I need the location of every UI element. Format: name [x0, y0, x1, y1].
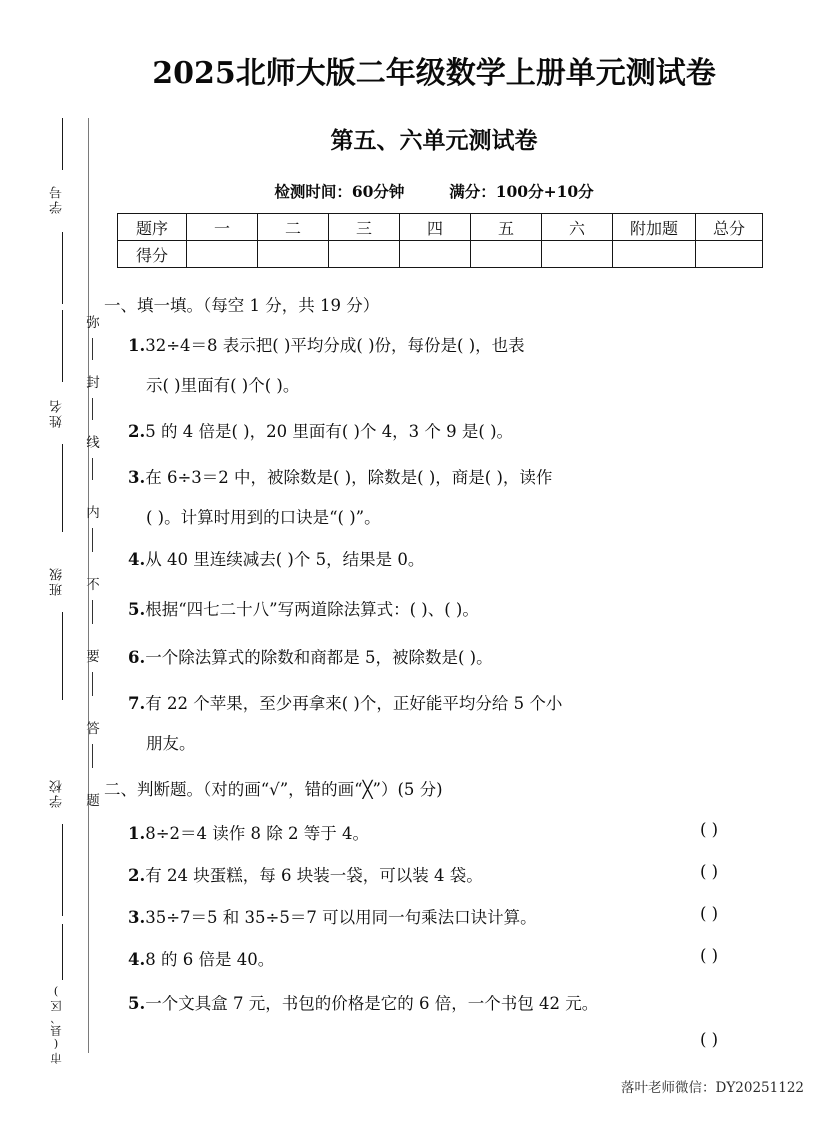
question-6-text-1: 一个除法算式的除数和商都是 5，被除数是( )。	[145, 648, 493, 667]
question-7-text-1: 有 22 个苹果，至少再拿来( )个，正好能平均分给 5 个小	[145, 694, 563, 713]
question-3-line-2: ( )。计算时用到的口诀是“( )”。	[146, 508, 381, 527]
question-1-line-2: 示( )里面有( )个( )。	[146, 376, 300, 395]
seal-notice-dash-3	[92, 458, 93, 480]
score-table	[117, 213, 763, 268]
seal-notice-dash-2	[92, 398, 93, 420]
seal-margin	[0, 0, 104, 1122]
section-heading-2: 二、判断题。（对的画“√”，错的画“╳”）(5 分)	[104, 780, 443, 799]
question-5-number: 5.	[128, 600, 146, 619]
question-5-line-1	[128, 596, 479, 620]
score-table-col-2: 二	[258, 214, 329, 241]
seal-rule-4	[62, 444, 63, 532]
question-7-line-2: 朋友。	[146, 734, 196, 753]
score-table-col-5: 五	[471, 214, 542, 241]
question-1-text-1: 32÷4＝8 表示把( )平均分成( )份，每份是( )，也表	[145, 336, 525, 355]
score-cell-1[interactable]	[187, 241, 258, 268]
score-cell-4[interactable]	[400, 241, 471, 268]
question-4-text-1: 从 40 里连续减去( )个 5，结果是 0。	[145, 550, 425, 569]
score-cell-5[interactable]	[471, 241, 542, 268]
seal-notice-char-3: 线	[86, 435, 100, 451]
seal-notice-dash-4	[92, 528, 93, 552]
seal-rule-5	[62, 612, 63, 700]
question-1-number: 1.	[128, 336, 146, 355]
seal-field-label-shixianqu: 市(县、区)	[49, 984, 63, 1064]
question-1-line-1	[128, 332, 525, 356]
judge-question-3-number: 3.	[128, 908, 146, 927]
judge-question-1-number: 1.	[128, 824, 146, 843]
question-2-text-1: 5 的 4 倍是( )，20 里面有( )个 4，3 个 9 是( )。	[145, 422, 514, 441]
paper-body	[104, 0, 822, 1122]
question-6-line-1	[128, 644, 493, 668]
score-table-col-extra: 附加题	[613, 214, 696, 241]
judge-question-3-text: 35÷7＝5 和 35÷5＝7 可以用同一句乘法口诀计算。	[145, 908, 537, 927]
seal-rule-2	[62, 232, 63, 304]
seal-field-column	[46, 0, 80, 1122]
judge-question-4-number: 4.	[128, 950, 146, 969]
question-5-text-1: 根据“四七二十八”写两道除法算式：( )、( )。	[145, 600, 479, 619]
score-table-col-4: 四	[400, 214, 471, 241]
seal-notice-dash-1	[92, 338, 93, 360]
score-cell-extra[interactable]	[613, 241, 696, 268]
question-6-number: 6.	[128, 648, 146, 667]
score-table-col-3: 三	[329, 214, 400, 241]
seal-notice-char-1: 弥	[86, 315, 100, 331]
seal-notice-dash-7	[92, 744, 93, 768]
seal-notice-char-4: 内	[86, 505, 100, 521]
judge-answer-box-1[interactable]: ( )	[700, 820, 719, 839]
question-3-number: 3.	[128, 468, 146, 487]
question-7-line-1	[128, 690, 562, 714]
seal-notice-char-5: 不	[86, 577, 100, 593]
judge-answer-box-4[interactable]: ( )	[700, 946, 719, 965]
judge-question-3	[128, 904, 537, 928]
question-3-text-1: 在 6÷3＝2 中，被除数是( )，除数是( )，商是( )，读作	[145, 468, 553, 487]
seal-rule-3	[62, 310, 63, 382]
judge-question-1	[128, 820, 369, 844]
judge-question-5	[128, 990, 598, 1014]
judge-question-4-text: 8 的 6 倍是 40。	[145, 950, 275, 969]
seal-field-label-xuexiao: 学校	[50, 778, 65, 808]
seal-rule-6	[62, 824, 63, 916]
question-2-number: 2.	[128, 422, 146, 441]
judge-question-2-text: 有 24 块蛋糕，每 6 块装一袋，可以装 4 袋。	[145, 866, 483, 885]
seal-field-label-xuehao: 学号	[50, 184, 65, 214]
seal-rule-7	[62, 924, 63, 980]
seal-notice-char-7: 答	[86, 721, 100, 737]
score-table-col-1: 一	[187, 214, 258, 241]
score-table-row-label-1: 得分	[118, 241, 187, 268]
exam-duration: 检测时间：60分钟	[274, 182, 405, 201]
question-4-line-1	[128, 546, 424, 570]
seal-field-label-xingming: 姓名	[50, 398, 65, 428]
seal-notice-dash-6	[92, 672, 93, 696]
judge-question-1-text: 8÷2＝4 读作 8 除 2 等于 4。	[145, 824, 370, 843]
judge-question-5-number: 5.	[128, 994, 146, 1013]
section-heading-1: 一、填一填。（每空 1 分，共 19 分）	[104, 296, 380, 315]
question-2-line-1	[128, 418, 513, 442]
judge-answer-box-3[interactable]: ( )	[700, 904, 719, 923]
exam-meta	[104, 180, 764, 202]
seal-field-label-banji: 班级	[50, 566, 65, 596]
judge-question-4	[128, 946, 274, 970]
page-title: 2025北师大版二年级数学上册单元测试卷	[152, 56, 716, 91]
judge-answer-box-2[interactable]: ( )	[700, 862, 719, 881]
score-cell-total[interactable]	[696, 241, 763, 268]
question-3-line-1	[128, 464, 552, 488]
seal-notice-char-8: 题	[86, 793, 100, 809]
seal-notice-char-2: 封	[86, 375, 100, 391]
score-table-col-total: 总分	[696, 214, 763, 241]
judge-question-2-number: 2.	[128, 866, 146, 885]
seal-rule-1	[62, 118, 63, 170]
question-4-number: 4.	[128, 550, 146, 569]
judge-answer-box-5[interactable]: ( )	[700, 1030, 719, 1049]
score-cell-2[interactable]	[258, 241, 329, 268]
score-cell-3[interactable]	[329, 241, 400, 268]
table-row-scores	[118, 241, 763, 268]
seal-notice-dash-5	[92, 600, 93, 624]
judge-question-2	[128, 862, 483, 886]
judge-question-5-text: 一个文具盒 7 元，书包的价格是它的 6 倍，一个书包 42 元。	[145, 994, 599, 1013]
table-row-header	[118, 214, 763, 241]
exam-total-score: 满分：100分+10分	[449, 182, 594, 201]
score-table-row-label-0: 题序	[118, 214, 187, 241]
page-subtitle: 第五、六单元测试卷	[330, 127, 538, 154]
question-7-number: 7.	[128, 694, 146, 713]
score-cell-6[interactable]	[542, 241, 613, 268]
score-table-col-6: 六	[542, 214, 613, 241]
seal-notice-char-6: 要	[86, 649, 100, 665]
footer-watermark: 落叶老师微信：DY20251122	[621, 1080, 804, 1096]
